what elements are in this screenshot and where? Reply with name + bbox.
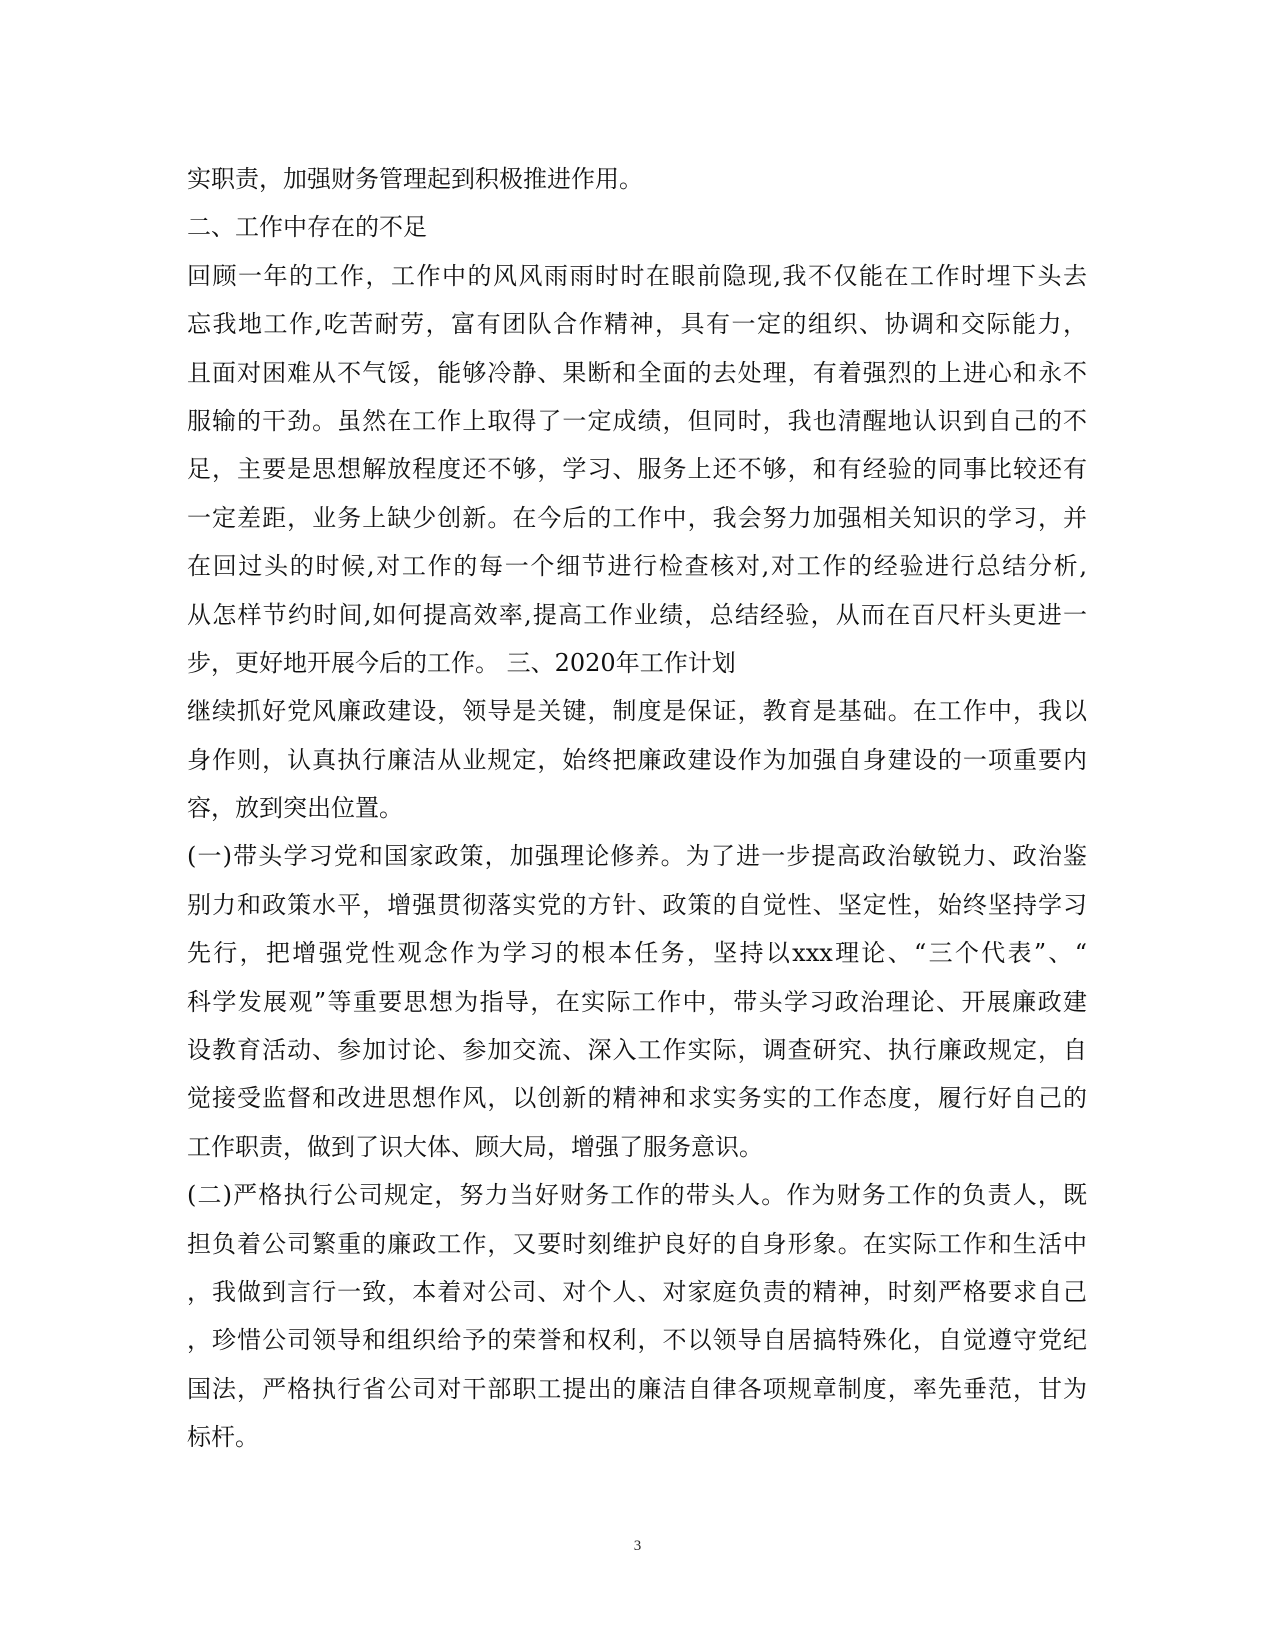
text-line: 且面对困难从不气馁，能够冷静、果断和全面的去处理，有着强烈的上进心和永不 [187,358,1087,387]
page-number: 3 [633,1538,642,1554]
text-line: 一定差距，业务上缺少创新。在今后的工作中，我会努力加强相关知识的学习，并 [187,503,1087,532]
text-line: (一)带头学习党和国家政策，加强理论修养。为了进一步提高政治敏锐力、政治鉴 [187,842,1087,871]
text-line: 先行，把增强党性观念作为学习的根本任务，坚持以xxx理论、“三个代表”、“ [187,939,1087,968]
text-line: 标杆。 [187,1423,259,1452]
section-heading: 二、工作中存在的不足 [187,213,427,242]
text-line: 回顾一年的工作，工作中的风风雨雨时时在眼前隐现,我不仅能在工作时埋下头去 [187,261,1087,290]
text-line: (二)严格执行公司规定，努力当好财务工作的带头人。作为财务工作的负责人，既 [187,1181,1087,1210]
text-line: 国法，严格执行省公司对干部职工提出的廉洁自律各项规章制度，率先垂范，甘为 [187,1374,1087,1403]
text-line: ，我做到言行一致，本着对公司、对个人、对家庭负责的精神，时刻严格要求自己 [187,1277,1087,1306]
text-line: 实职责，加强财务管理起到积极推进作用。 [187,165,643,193]
text-line: 在回过头的时候,对工作的每一个细节进行检查核对,对工作的经验进行总结分析, [187,552,1087,581]
document-body [187,155,1087,1462]
text-line: 从怎样节约时间,如何提高效率,提高工作业绩，总结经验，从而在百尺杆头更进一 [187,600,1087,629]
text-line: 足，主要是思想解放程度还不够，学习、服务上还不够，和有经验的同事比较还有 [187,455,1087,484]
text-line: ，珍惜公司领导和组织给予的荣誉和权利，不以领导自居搞特殊化，自觉遵守党纪 [187,1326,1087,1355]
text-line: 工作职责，做到了识大体、顾大局，增强了服务意识。 [187,1132,763,1161]
text-line: 担负着公司繁重的廉政工作，又要时刻维护良好的自身形象。在实际工作和生活中 [187,1229,1087,1258]
text-line: 科学发展观”等重要思想为指导，在实际工作中，带头学习政治理论、开展廉政建 [187,987,1087,1016]
text-line: 别力和政策水平，增强贯彻落实党的方针、政策的自觉性、坚定性，始终坚持学习 [187,890,1087,919]
text-line: 忘我地工作,吃苦耐劳，富有团队合作精神，具有一定的组织、协调和交际能力， [187,310,1087,339]
text-line: 设教育活动、参加讨论、参加交流、深入工作实际，调查研究、执行廉政规定，自 [187,1036,1087,1065]
text-line: 觉接受监督和改进思想作风，以创新的精神和求实务实的工作态度，履行好自己的 [187,1084,1087,1113]
text-line: 容，放到突出位置。 [187,794,403,823]
text-line: 步，更好地开展今后的工作。 三、2020年工作计划 [187,648,736,677]
text-line: 服输的干劲。虽然在工作上取得了一定成绩，但同时，我也清醒地认识到自己的不 [187,406,1087,435]
text-line: 继续抓好党风廉政建设，领导是关键，制度是保证，教育是基础。在工作中，我以 [187,697,1087,726]
text-line: 身作则，认真执行廉洁从业规定，始终把廉政建设作为加强自身建设的一项重要内 [187,745,1087,774]
